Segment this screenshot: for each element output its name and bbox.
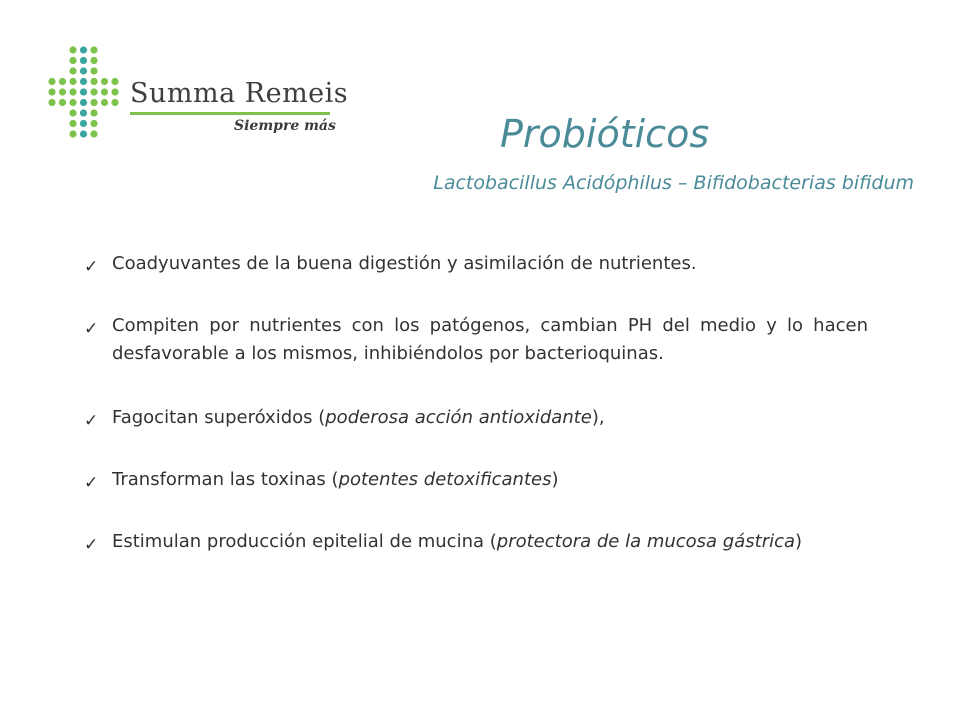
bullet-text-end: )	[795, 531, 803, 552]
logo-dot	[80, 46, 87, 53]
logo-dot	[90, 67, 97, 74]
logo-dot	[80, 67, 87, 74]
check-icon: ✓	[84, 257, 99, 277]
logo-dot	[48, 99, 55, 106]
logo-dot	[90, 78, 97, 85]
logo-dot	[69, 120, 76, 127]
logo-dot	[69, 67, 76, 74]
logo-dot	[80, 57, 87, 64]
logo-dot	[101, 78, 108, 85]
page-subtitle: Lactobacillus Acidóphilus – Bifidobacterias bifidum	[433, 172, 914, 194]
brand-underline	[130, 112, 330, 115]
check-icon: ✓	[84, 535, 99, 555]
bullet-text-end: ),	[591, 407, 605, 428]
bullet-digestion	[82, 250, 868, 278]
bullet-emphasis: potentes detoxificantes	[338, 469, 552, 490]
logo-dot	[80, 99, 87, 106]
logo-dot	[80, 78, 87, 85]
bullet-pathogens	[82, 312, 868, 368]
bullet-emphasis: poderosa acción antioxidante	[325, 407, 592, 428]
brand-name: Summa Remeis	[130, 78, 349, 109]
logo-dot	[101, 99, 108, 106]
logo-dot	[48, 88, 55, 95]
logo-dot	[69, 109, 76, 116]
check-icon: ✓	[84, 411, 99, 431]
logo-dot	[90, 46, 97, 53]
bullet-mucin	[82, 528, 868, 556]
logo-dot	[90, 109, 97, 116]
logo-dot	[80, 109, 87, 116]
logo-dot	[90, 57, 97, 64]
logo-dot	[90, 130, 97, 137]
benefits-list	[82, 250, 868, 556]
logo-dot	[69, 88, 76, 95]
logo-dot	[90, 120, 97, 127]
cross-dots-icon	[46, 44, 126, 144]
check-icon: ✓	[84, 319, 99, 339]
bullet-text: Coadyuvantes de la buena digestión y asimilación de nutrientes.	[112, 253, 697, 274]
summa-remeis-logo	[46, 44, 349, 144]
bullet-emphasis: protectora de la mucosa gástrica	[496, 531, 796, 552]
logo-dot	[111, 99, 118, 106]
logo-dot	[48, 78, 55, 85]
logo-dot	[80, 88, 87, 95]
brand-tagline: Siempre más	[234, 118, 336, 134]
bullet-text: Transforman las toxinas (	[112, 469, 339, 490]
logo-dot	[111, 88, 118, 95]
bullet-text: Fagocitan superóxidos (	[112, 407, 326, 428]
logo-dot	[111, 78, 118, 85]
check-icon: ✓	[84, 473, 99, 493]
logo-dot	[69, 57, 76, 64]
logo-dot	[101, 88, 108, 95]
logo-dot	[69, 130, 76, 137]
logo-dot	[80, 130, 87, 137]
bullet-antioxidant	[82, 404, 868, 432]
logo-dot	[59, 78, 66, 85]
bullet-text: Compiten por nutrientes con los patógenos, cambian PH del medio y lo hacen desfavorable a los mismos, inhibiéndolos por bacterioquinas.	[112, 315, 868, 364]
logo-dot	[69, 99, 76, 106]
page-title: Probióticos	[500, 112, 710, 156]
bullet-text-end: )	[551, 469, 559, 490]
logo-dot	[80, 120, 87, 127]
bullet-toxins	[82, 466, 868, 494]
logo-dot	[59, 88, 66, 95]
logo-dot	[90, 88, 97, 95]
logo-dot	[69, 46, 76, 53]
logo-dot	[59, 99, 66, 106]
logo-dot	[90, 99, 97, 106]
bullet-text: Estimulan producción epitelial de mucina (	[112, 531, 497, 552]
logo-dot	[69, 78, 76, 85]
